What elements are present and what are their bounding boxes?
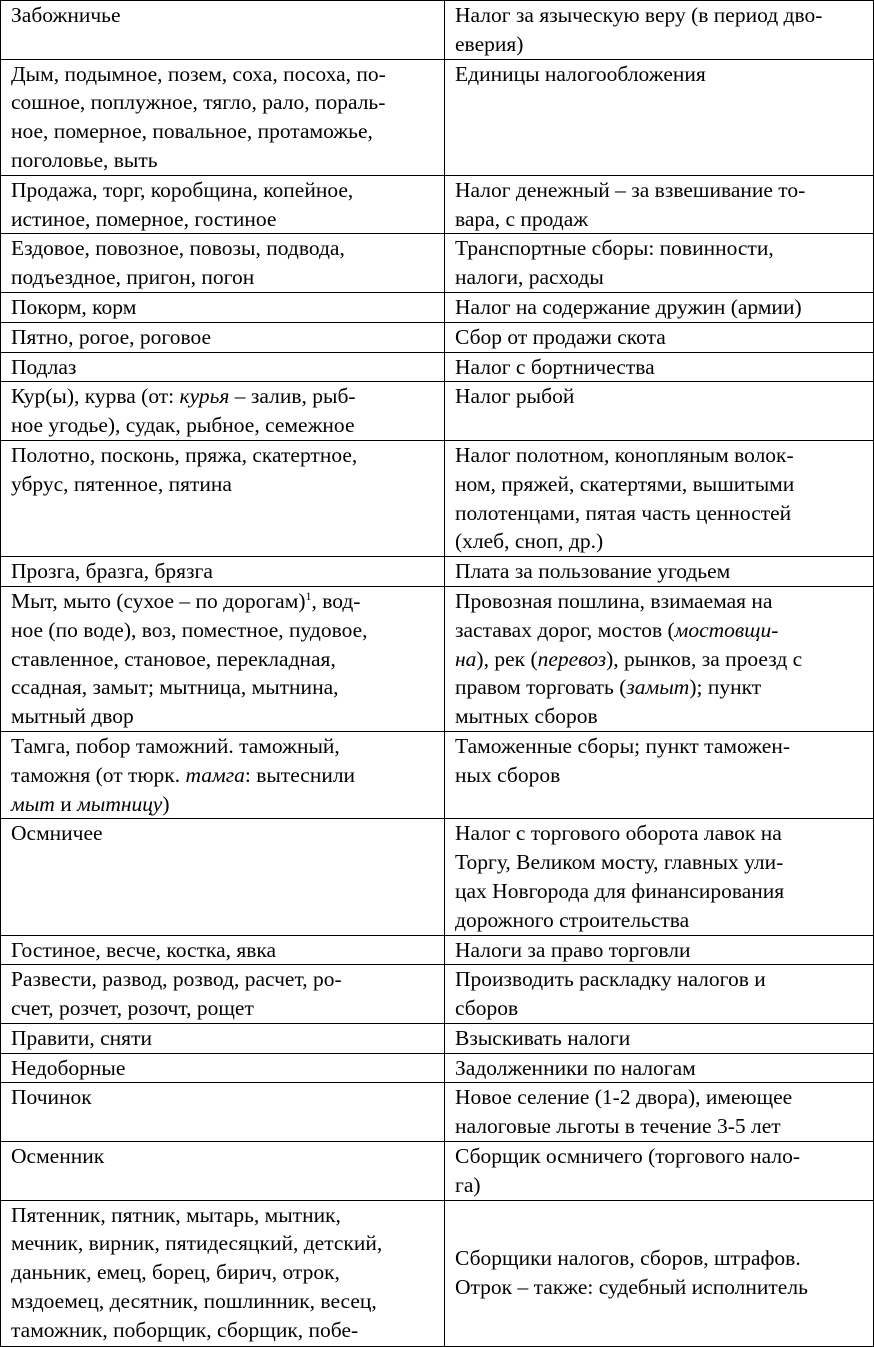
table-row	[1, 935, 874, 965]
meaning-cell: Транспортные сборы: повинности, налоги, расходы	[445, 234, 874, 293]
term-cell: Забожничье	[1, 1, 445, 60]
term-text: , вод- ное (по воде), воз, поместное, пудовое, ставленное, становое, перекладная, ссадная, замыт; мытница, мытнина, мытный двор	[11, 588, 368, 729]
term-cell: Недоборные	[1, 1053, 445, 1083]
term-cell: Пятно, рогое, роговое	[1, 322, 445, 352]
meaning-cell: Производить раскладку налогов и сборов	[445, 965, 874, 1024]
term-text: и	[54, 791, 78, 816]
footnote-marker: 1	[305, 588, 312, 603]
meaning-italic: перевоз	[537, 646, 607, 671]
term-cell	[1, 382, 445, 441]
meaning-italic: мостовщи- на	[455, 617, 779, 671]
term-cell: Починок	[1, 1083, 445, 1142]
meaning-text: ); пункт мытных сборов	[455, 675, 762, 729]
meaning-cell: Налоги за право торговли	[445, 935, 874, 965]
meaning-cell: Сборщики налогов, сборов, штрафов. Отрок – также: судебный исполнитель	[445, 1200, 874, 1346]
meaning-cell: Сбор от продажи скота	[445, 322, 874, 352]
table-row	[1, 819, 874, 935]
table-row	[1, 322, 874, 352]
meaning-cell: Налог с торгового оборота лавок на Торгу, Великом мосту, главных ули- цах Новгорода для финансирования дорожного строительства	[445, 819, 874, 935]
table-row	[1, 557, 874, 587]
meaning-cell: Налог на содержание дружин (армии)	[445, 292, 874, 322]
term-cell: Ездовое, повозное, повозы, подвода, подъездное, пригон, погон	[1, 234, 445, 293]
term-text: )	[162, 791, 170, 816]
meaning-cell: Задолженники по налогам	[445, 1053, 874, 1083]
term-italic: мытницу	[77, 791, 163, 816]
meaning-text: ), рынков, за проезд с правом торговать (	[455, 646, 803, 700]
term-cell: Продажа, торг, коробщина, копейное, истиное, померное, гостиное	[1, 175, 445, 234]
meaning-cell: Новое селение (1-2 двора), имеющее налоговые льготы в течение 3-5 лет	[445, 1083, 874, 1142]
term-cell: Подлаз	[1, 352, 445, 382]
table-row	[1, 382, 874, 441]
table-row	[1, 1200, 874, 1346]
table-row	[1, 1053, 874, 1083]
meaning-cell: Взыскивать налоги	[445, 1023, 874, 1053]
table-row	[1, 292, 874, 322]
term-cell: Развести, развод, розвод, расчет, ро- счет, розчет, розочт, рощет	[1, 965, 445, 1024]
meaning-text: Провозная пошлина, взимаемая на заставах дорог, мостов (	[455, 588, 773, 642]
meaning-cell: Плата за пользование угодьем	[445, 557, 874, 587]
term-cell: Прозга, бразга, брязга	[1, 557, 445, 587]
term-cell	[1, 586, 445, 731]
meaning-cell: Налог денежный – за взвешивание то- вара, с продаж	[445, 175, 874, 234]
term-cell	[1, 731, 445, 818]
term-cell: Пятенник, пятник, мытарь, мытник, мечник, вирник, пятидесяцкий, детский, даньник, емец, борец, бирич, отрок, мздоемец, десятник, пошлинник, весец, таможник, поборщик, сборщик, побе-	[1, 1200, 445, 1346]
term-cell: Гостиное, весче, костка, явка	[1, 935, 445, 965]
term-text: – залив, рыб- ное угодье), судак, рыбное, семежное	[11, 384, 356, 438]
term-italic: курья	[179, 384, 230, 409]
table-row	[1, 731, 874, 818]
table-row	[1, 1023, 874, 1053]
term-cell: Дым, подымное, позем, соха, посоха, по- сошное, поплужное, тягло, рало, пораль- ное, померное, повальное, протаможье, поголовье, выть	[1, 59, 445, 175]
term-cell: Осмничее	[1, 819, 445, 935]
table-row	[1, 586, 874, 731]
table-row	[1, 1142, 874, 1201]
term-text: Тамга, побор таможний. таможный, таможня (от тюрк.	[11, 733, 340, 787]
meaning-cell: Налог с бортничества	[445, 352, 874, 382]
table-row	[1, 175, 874, 234]
term-cell: Осменник	[1, 1142, 445, 1201]
table-row	[1, 352, 874, 382]
meaning-italic: замыт	[626, 675, 690, 700]
term-text: : вытеснили	[244, 762, 356, 787]
table-row	[1, 234, 874, 293]
meaning-text: ), рек (	[476, 646, 538, 671]
meaning-cell: Единицы налогообложения	[445, 59, 874, 175]
meaning-cell: Сборщик осмничего (торгового нало- га)	[445, 1142, 874, 1201]
term-cell: Полотно, посконь, пряжа, скатертное, убрус, пятенное, пятина	[1, 440, 445, 556]
term-italic: тамга	[185, 762, 245, 787]
table-row	[1, 59, 874, 175]
term-cell: Правити, сняти	[1, 1023, 445, 1053]
meaning-cell: Налог за языческую веру (в период дво- еверия)	[445, 1, 874, 60]
meaning-cell: Налог рыбой	[445, 382, 874, 441]
table-row	[1, 965, 874, 1024]
term-text: Мыт, мыто (сухое – по дорогам)	[11, 588, 306, 613]
meaning-cell	[445, 586, 874, 731]
table-row	[1, 1, 874, 60]
meaning-cell: Налог полотном, конопляным волок- ном, пряжей, скатертями, вышитыми полотенцами, пятая часть ценностей (хлеб, сноп, др.)	[445, 440, 874, 556]
term-cell: Покорм, корм	[1, 292, 445, 322]
meaning-cell: Таможенные сборы; пункт таможен- ных сборов	[445, 731, 874, 818]
term-text: Кур(ы), курва (от:	[11, 384, 180, 409]
term-italic: мыт	[11, 791, 55, 816]
table-row	[1, 1083, 874, 1142]
table-row	[1, 440, 874, 556]
